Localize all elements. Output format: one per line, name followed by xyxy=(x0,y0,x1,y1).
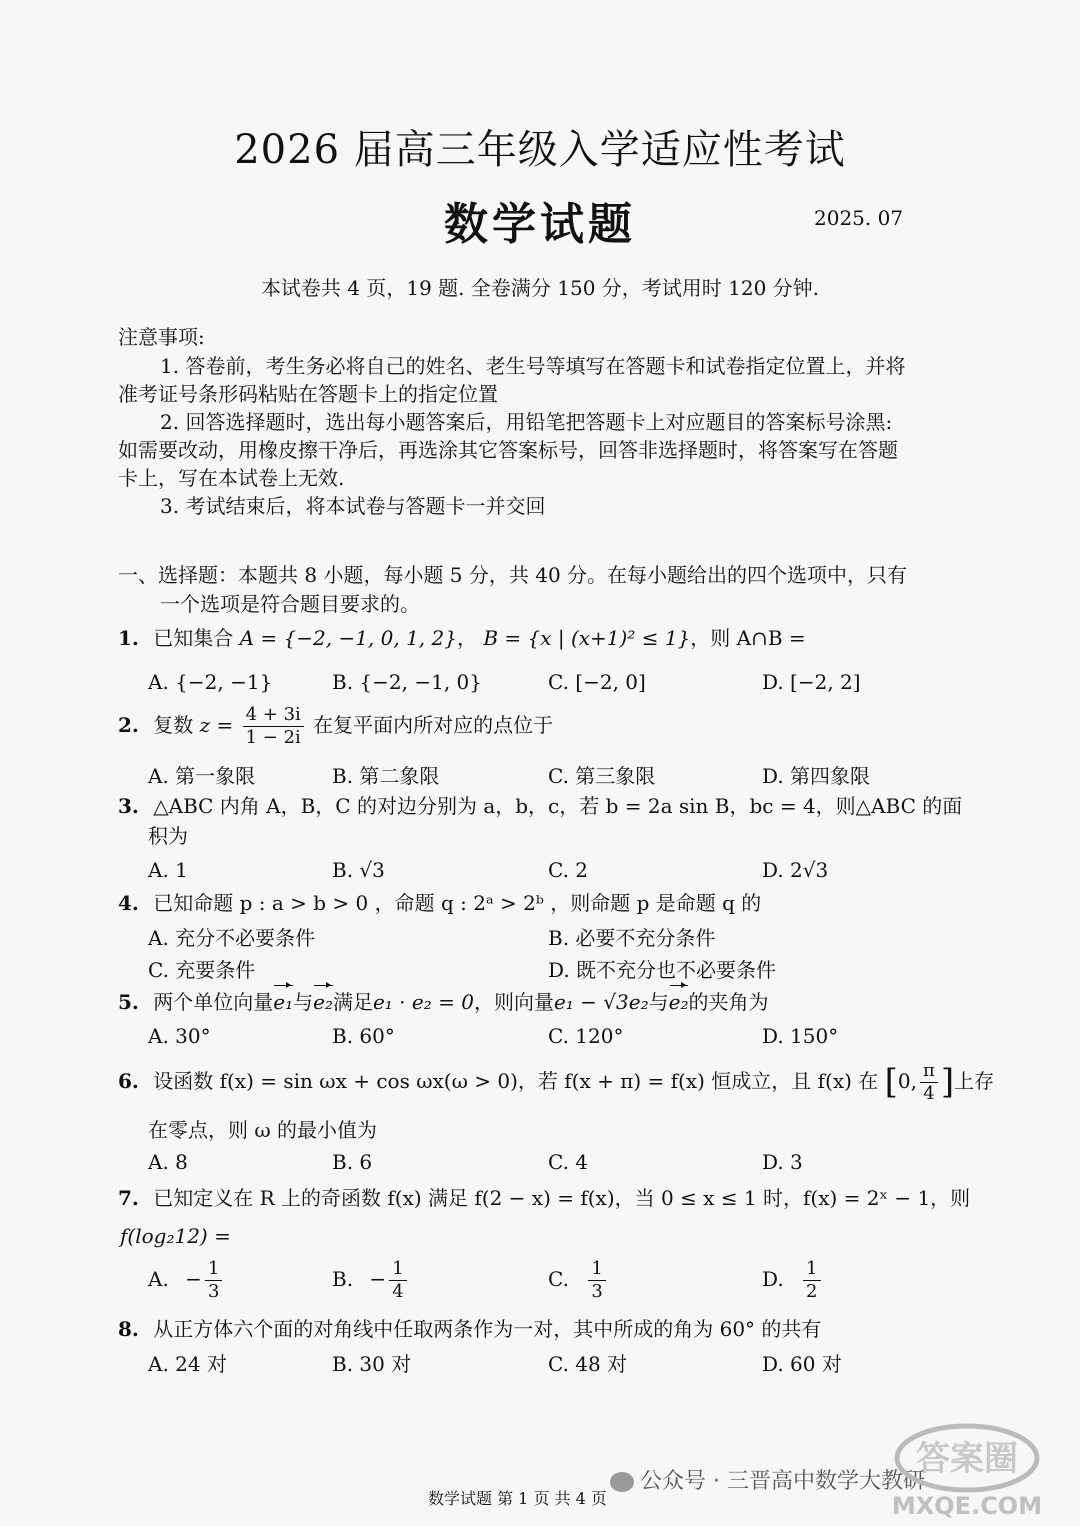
option-b: B. 30 对 xyxy=(332,1352,412,1376)
notice-line: 3. 考试结束后，将本试卷与答题卡一并交回 xyxy=(160,494,546,518)
question-text: ，则向量 xyxy=(473,990,554,1014)
wechat-icon xyxy=(610,1472,634,1492)
fraction xyxy=(389,1260,406,1301)
question-text: 已知命题 p : a > b > 0 ，命题 q : 2ᵃ > 2ᵇ ，则命题 p 是命题 q 的 xyxy=(153,891,762,915)
question-text: 上存 xyxy=(954,1069,995,1093)
question-text: 从正方体六个面的对角线中任取两条作为一对，其中所成的角为 60° 的共有 xyxy=(153,1317,822,1341)
option-label: C. xyxy=(548,1267,569,1291)
option-a: A. 30° xyxy=(148,1024,211,1048)
option-c: C. 120° xyxy=(548,1024,624,1048)
fraction-numerator: 4 + 3i xyxy=(243,706,304,727)
logo-url: MXQE.COM xyxy=(891,1492,1043,1520)
question-text: 已知定义在 R 上的奇函数 f(x) 满足 f(2 − x) = f(x)，当 0 ≤ x ≤ 1 时，f(x) = 2ˣ − 1，则 xyxy=(153,1186,971,1210)
option-b: B. √3 xyxy=(332,858,385,882)
fraction-numerator: 1 xyxy=(389,1260,406,1281)
option-c: C. 48 对 xyxy=(548,1352,628,1376)
option-d: D. 150° xyxy=(762,1024,839,1048)
page-footer: 数学试题 第 1 页 共 4 页 xyxy=(428,1489,607,1508)
math-expr: e₁ − √3e₂ xyxy=(553,990,649,1014)
option-label: B. xyxy=(332,1267,354,1291)
option-c: C. 4 xyxy=(548,1150,589,1174)
option-a: A. 24 对 xyxy=(148,1352,227,1376)
bracket-right: ] xyxy=(940,1062,955,1102)
question-number: 7. xyxy=(118,1186,139,1210)
fraction xyxy=(205,1260,222,1301)
option-d: D. 3 xyxy=(762,1150,803,1174)
section-heading: 一、选择题：本题共 8 小题，每小题 5 分，共 40 分。在每小题给出的四个选项中，只有 xyxy=(118,563,908,587)
fraction xyxy=(243,706,304,747)
exam-intro: 本试卷共 4 页，19 题. 全卷满分 150 分，考试用时 120 分钟. xyxy=(260,276,820,300)
question-number: 2. xyxy=(118,713,139,737)
set-a: A = {−2, −1, 0, 1, 2} xyxy=(239,626,457,650)
option-a: A. 充分不必要条件 xyxy=(148,926,316,950)
question-8-stem xyxy=(118,1315,821,1344)
fraction xyxy=(920,1062,938,1103)
vector-e2: e₂ xyxy=(669,988,689,1017)
question-7-stem xyxy=(118,1184,970,1213)
fraction-denominator: 1 − 2i xyxy=(245,727,301,748)
option-c: C. 充要条件 xyxy=(148,958,256,982)
option-sign: − xyxy=(369,1267,387,1291)
section-heading-cont: 一个选项是符合题目要求的。 xyxy=(160,592,420,616)
notice-line: 1. 答卷前，考生务必将自己的姓名、老生号等填写在答题卡和试卷指定位置上，并将 xyxy=(160,354,906,378)
option-a: A. 8 xyxy=(148,1150,188,1174)
question-5-stem xyxy=(118,988,768,1017)
option-label: A. xyxy=(148,1267,169,1291)
option-d: D. 60 对 xyxy=(762,1352,842,1376)
fraction-denominator: 2 xyxy=(806,1281,818,1302)
question-6-cont: 在零点，则 ω 的最小值为 xyxy=(148,1118,378,1142)
question-number: 3. xyxy=(118,794,139,818)
fraction xyxy=(588,1260,605,1301)
math-expr: e₁ · e₂ = 0 xyxy=(372,990,474,1014)
option-a: A. 1 xyxy=(148,858,188,882)
option-b: B. {−2, −1, 0} xyxy=(332,670,482,694)
option-b: B. 第二象限 xyxy=(332,764,440,788)
math-expr: 0, xyxy=(897,1069,917,1093)
option-b: B. 60° xyxy=(332,1024,395,1048)
option-c: C. 2 xyxy=(548,858,589,882)
option-d xyxy=(762,1260,824,1301)
fraction-denominator: 3 xyxy=(207,1281,220,1302)
option-b xyxy=(332,1260,410,1301)
question-text: ，则 A∩B = xyxy=(690,626,806,650)
exam-subtitle: 数学试题 xyxy=(444,199,636,250)
fraction-numerator: 1 xyxy=(205,1260,222,1281)
notice-heading: 注意事项: xyxy=(118,325,205,349)
option-d: D. 2√3 xyxy=(762,858,829,882)
question-text: 两个单位向量 xyxy=(153,990,274,1014)
notice-line: 2. 回答选择题时，选出每小题答案后，用铅笔把答题卡上对应题目的答案标号涂黑: xyxy=(160,410,893,434)
fraction xyxy=(803,1260,820,1301)
fraction-denominator: 4 xyxy=(392,1281,404,1302)
question-text: 复数 xyxy=(153,713,194,737)
fraction-denominator: 3 xyxy=(591,1281,603,1302)
question-text: 设函数 f(x) = sin ωx + cos ωx(ω > 0)，若 f(x + π) = f(x) 恒成立，且 f(x) 在 xyxy=(153,1069,879,1093)
notice-line: 卡上，写在本试卷上无效. xyxy=(118,466,345,490)
exam-date: 2025. 07 xyxy=(814,206,904,230)
question-text: 与 xyxy=(293,990,314,1014)
option-d: D. [−2, 2] xyxy=(762,670,861,694)
question-text: 的夹角为 xyxy=(688,990,769,1014)
question-text: 满足 xyxy=(332,990,373,1014)
question-number: 4. xyxy=(118,891,139,915)
question-1-stem xyxy=(118,624,806,653)
vector-e1: e₁ xyxy=(273,988,293,1017)
option-a: A. 第一象限 xyxy=(148,764,256,788)
separator: ， xyxy=(456,626,477,650)
fraction-numerator: 1 xyxy=(803,1260,820,1281)
fraction-numerator: π xyxy=(920,1062,938,1083)
question-number: 6. xyxy=(118,1069,139,1093)
watermark xyxy=(610,1464,925,1495)
exam-title: 2026 届高三年级入学适应性考试 xyxy=(234,127,846,173)
notice-line: 如需要改动，用橡皮擦干净后，再选涂其它答案标号，回答非选择题时，将答案写在答题 xyxy=(118,438,898,462)
question-2-stem xyxy=(118,706,553,747)
question-3-cont: 积为 xyxy=(148,824,188,848)
question-text: 与 xyxy=(648,990,669,1014)
question-number: 8. xyxy=(118,1317,139,1341)
option-d: D. 既不充分也不必要条件 xyxy=(548,958,777,982)
fraction-numerator: 1 xyxy=(588,1260,605,1281)
question-text: 已知集合 xyxy=(153,626,234,650)
option-sign: − xyxy=(185,1267,202,1291)
option-d: D. 第四象限 xyxy=(762,764,871,788)
option-label: D. xyxy=(762,1267,784,1291)
option-b: B. 6 xyxy=(332,1150,373,1174)
question-text: 在复平面内所对应的点位于 xyxy=(313,713,554,737)
notice-line: 准考证号条形码粘贴在答题卡上的指定位置 xyxy=(118,382,498,406)
option-a: A. {−2, −1} xyxy=(148,670,273,694)
option-b: B. 必要不充分条件 xyxy=(548,926,716,950)
fraction-denominator: 4 xyxy=(923,1083,935,1104)
bracket-left: [ xyxy=(884,1062,898,1102)
question-7-cont: f(log₂12) = xyxy=(120,1224,231,1248)
set-b: B = {x | (x+1)² ≤ 1} xyxy=(483,626,691,650)
option-a xyxy=(148,1260,225,1301)
site-logo xyxy=(882,1420,1052,1520)
question-4-stem xyxy=(118,889,761,918)
question-text: △ABC 内角 A，B，C 的对边分别为 a，b，c，若 b = 2a sin B，bc = 4，则△ABC 的面 xyxy=(153,794,963,818)
logo-text: 答案圈 xyxy=(916,1439,1018,1479)
question-6-stem xyxy=(118,1062,994,1103)
question-number: 5. xyxy=(118,990,139,1014)
question-3-stem xyxy=(118,792,962,821)
option-c: C. 第三象限 xyxy=(548,764,656,788)
math-expr: z = xyxy=(199,713,234,737)
question-number: 1. xyxy=(118,626,139,650)
watermark-text: 公众号 · 三晋高中数学大教研 xyxy=(640,1469,925,1494)
option-c xyxy=(548,1260,609,1301)
vector-e2: e₂ xyxy=(313,988,333,1017)
option-c: C. [−2, 0] xyxy=(548,670,646,694)
